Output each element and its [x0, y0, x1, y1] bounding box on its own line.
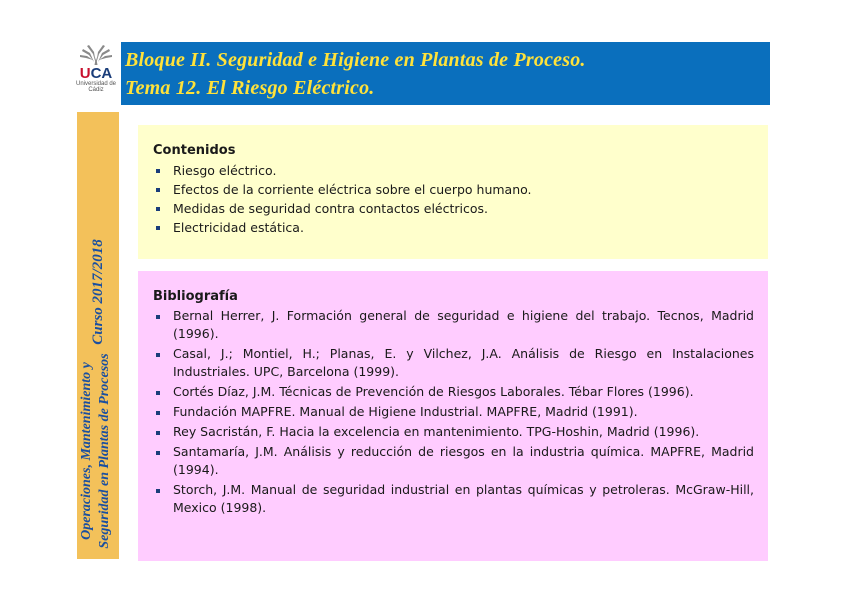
contents-heading: Contenidos [153, 143, 236, 158]
list-item: Electricidad estática. [153, 218, 754, 237]
list-item: Fundación MAPFRE. Manual de Higiene Industrial. MAPFRE, Madrid (1991). [153, 403, 754, 421]
logo-subtitle: Universidad de Cádiz [75, 81, 117, 93]
bibliography-heading: Bibliografía [153, 289, 238, 304]
subject-line-1: Operaciones, Mantenimiento y [79, 362, 94, 540]
list-item: Cortés Díaz, J.M. Técnicas de Prevención de Riesgos Laborales. Tébar Flores (1996). [153, 383, 754, 401]
subject-label [78, 320, 118, 582]
list-item: Efectos de la corriente eléctrica sobre el cuerpo humano. [153, 180, 754, 199]
list-item: Casal, J.; Montiel, H.; Planas, E. y Vilchez, J.A. Análisis de Riesgo en Instalaciones Industriales. UPC, Barcelona (1999). [153, 345, 754, 381]
title-line-2: Tema 12. El Riesgo Eléctrico. [125, 77, 375, 99]
bibliography-panel [138, 271, 768, 561]
logo-wordmark: UCA [79, 65, 113, 82]
list-item: Bernal Herrer, J. Formación general de seguridad e higiene del trabajo. Tecnos, Madrid (1996). [153, 307, 754, 343]
bibliography-list [153, 307, 754, 517]
title-line-1: Bloque II. Seguridad e Higiene en Plantas de Proceso. [125, 49, 586, 71]
uca-logo [72, 42, 120, 104]
contents-panel [138, 125, 768, 259]
course-year-label: Curso 2017/2018 [90, 239, 106, 345]
list-item: Rey Sacristán, F. Hacia la excelencia en mantenimiento. TPG-Hoshin, Madrid (1996). [153, 423, 754, 441]
list-item: Santamaría, J.M. Análisis y reducción de riesgos en la industria química. MAPFRE, Madrid (1994). [153, 443, 754, 479]
list-item: Riesgo eléctrico. [153, 161, 754, 180]
contents-list [153, 161, 754, 237]
title-banner [121, 42, 770, 105]
course-sidebar [77, 112, 119, 559]
list-item: Medidas de seguridad contra contactos eléctricos. [153, 199, 754, 218]
subject-line-2: Seguridad en Plantas de Procesos [97, 353, 112, 549]
list-item: Storch, J.M. Manual de seguridad industrial en plantas químicas y petroleras. McGraw-Hill, Mexico (1998). [153, 481, 754, 517]
uca-bird-emblem-icon [79, 42, 113, 66]
